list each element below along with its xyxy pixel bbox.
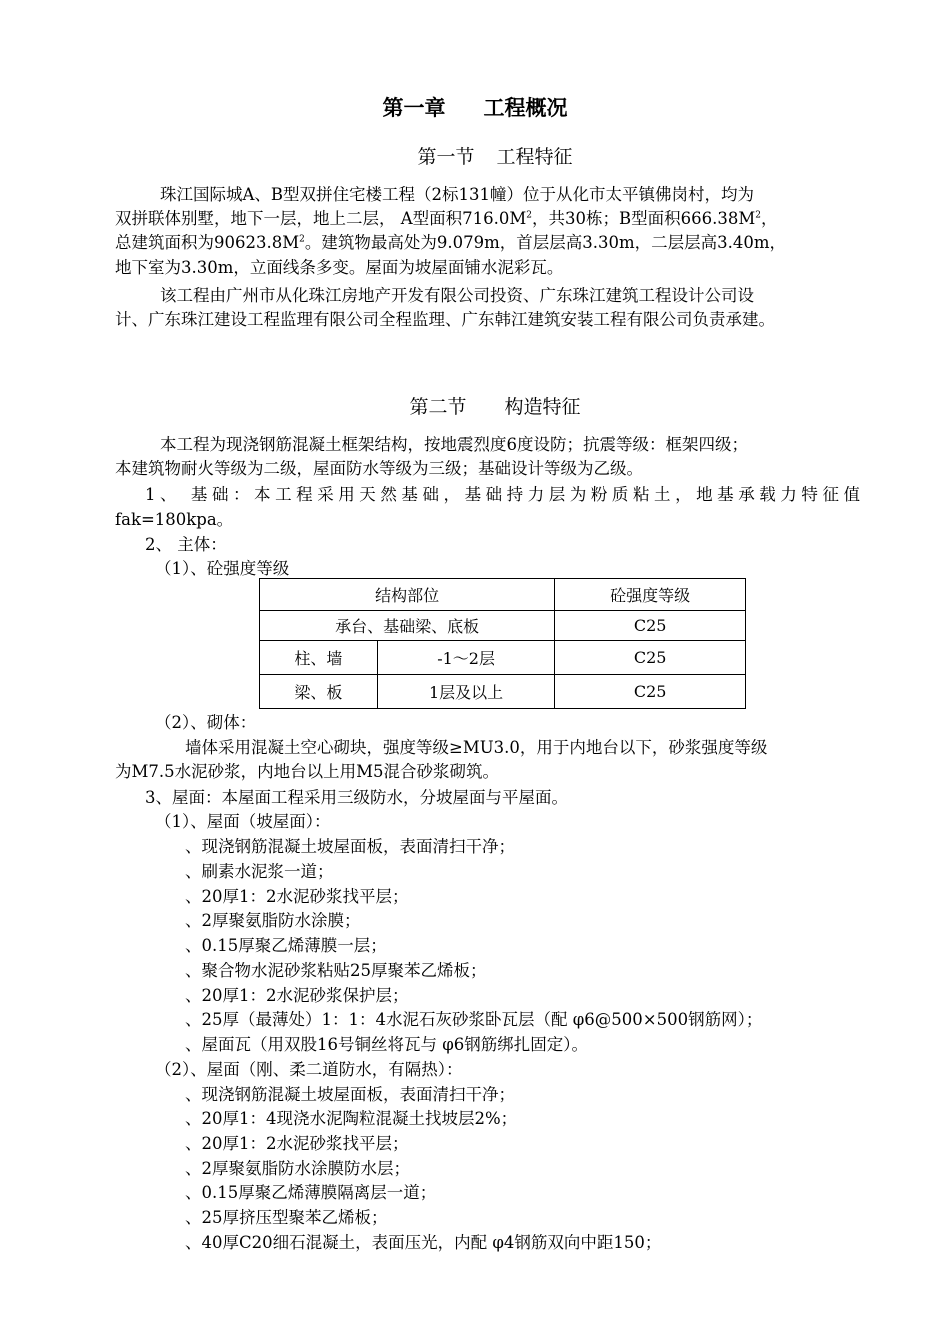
paragraph-line: 1、 基础：本工程采用天然基础，基础持力层为粉质粘土，地基承载力特征值 <box>145 485 860 504</box>
paragraph-line: 双拼联体别墅，地下一层，地上二层， A型面积$716.0M^2$，共30栋；B型面积$666.38M^2$， <box>115 209 778 228</box>
subheading: （2）、屋面（刚、柔二道防水，有隔热）： <box>155 1060 463 1079</box>
table-header-row <box>260 579 746 611</box>
table-cell: -1～2层 <box>377 641 555 675</box>
list-item: 、0.15厚聚乙烯薄膜隔离层一道； <box>185 1183 437 1202</box>
paragraph-line: 总建筑面积为$90623.8M^2$。建筑物最高处为9.079m，首层层高3.30m，二层层高3.40m， <box>115 233 787 252</box>
section-1-name: 工程特征 <box>496 146 573 168</box>
list-item: 、20厚1：2水泥砂浆找平层； <box>185 887 409 906</box>
paragraph-line: 珠江国际城A、B型双拼住宅楼工程（2标131幢）位于从化市太平镇佛岗村，均为 <box>160 185 755 204</box>
list-item: 、20厚1：2水泥砂浆保护层； <box>185 986 409 1005</box>
table-header-cell: 结构部位 <box>260 579 555 611</box>
table-row <box>260 641 746 675</box>
list-item: 、2厚聚氨脂防水涂膜； <box>185 911 361 930</box>
paragraph-line: 墙体采用混凝土空心砌块，强度等级≥MU3.0，用于内地台以下，砂浆强度等级 <box>185 738 768 757</box>
list-item: 、20厚1：2水泥砂浆找平层； <box>185 1134 409 1153</box>
chapter-title <box>0 94 950 122</box>
section-1-number: 第一节 <box>417 146 475 168</box>
table-cell: 承台、基础梁、底板 <box>260 611 555 641</box>
section-2-number: 第二节 <box>409 396 467 418</box>
section-1-title <box>0 143 950 171</box>
subheading: （1）、砼强度等级 <box>155 559 290 578</box>
paragraph-line: fak=180kpa。 <box>115 510 234 529</box>
chapter-name: 工程概况 <box>483 96 568 120</box>
list-item: 、25厚（最薄处）1：1：4水泥石灰砂浆卧瓦层（配 φ6@500×500钢筋网）； <box>185 1010 763 1029</box>
concrete-grade-table <box>259 578 746 709</box>
list-item: 、现浇钢筋混凝土坡屋面板，表面清扫干净； <box>185 837 515 856</box>
chapter-number: 第一章 <box>382 96 446 120</box>
section-2-title <box>0 393 950 421</box>
paragraph-line: 本建筑物耐火等级为二级，屋面防水等级为三级；基础设计等级为乙级。 <box>115 459 643 478</box>
table-cell: 柱、墙 <box>260 641 378 675</box>
list-item: 、0.15厚聚乙烯薄膜一层； <box>185 936 387 955</box>
paragraph-line: 地下室为3.30m，立面线条多变。屋面为坡屋面铺水泥彩瓦。 <box>115 258 564 277</box>
list-item: 、聚合物水泥砂浆粘贴25厚聚苯乙烯板； <box>185 961 487 980</box>
list-item: 、现浇钢筋混凝土坡屋面板，表面清扫干净； <box>185 1085 515 1104</box>
paragraph-line: 2、 主体： <box>145 535 227 554</box>
subheading: （1）、屋面（坡屋面）： <box>155 812 331 831</box>
paragraph-line: 3、屋面：本屋面工程采用三级防水，分坡屋面与平屋面。 <box>145 788 568 807</box>
table-cell: C25 <box>555 641 746 675</box>
paragraph-line: 本工程为现浇钢筋混凝土框架结构，按地震烈度6度设防；抗震等级：框架四级； <box>160 435 748 454</box>
table-row <box>260 675 746 709</box>
table-cell: C25 <box>555 611 746 641</box>
list-item: 、刷素水泥浆一道； <box>185 862 334 881</box>
table-cell: 梁、板 <box>260 675 378 709</box>
section-2-name: 构造特征 <box>504 396 581 418</box>
list-item: 、40厚C20细石混凝土，表面压光，内配 φ4钢筋双向中距150； <box>185 1233 662 1252</box>
subheading: （2）、砌体： <box>155 713 257 732</box>
list-item: 、25厚挤压型聚苯乙烯板； <box>185 1208 388 1227</box>
table-row <box>260 611 746 641</box>
paragraph-line: 为M7.5水泥砂浆，内地台以上用M5混合砂浆砌筑。 <box>115 762 500 781</box>
table-cell: C25 <box>555 675 746 709</box>
table-cell: 1层及以上 <box>377 675 555 709</box>
list-item: 、屋面瓦（用双股16号铜丝将瓦与 φ6钢筋绑扎固定）。 <box>185 1035 589 1054</box>
paragraph-line: 该工程由广州市从化珠江房地产开发有限公司投资、广东珠江建筑工程设计公司设 <box>160 286 754 305</box>
list-item: 、20厚1：4现浇水泥陶粒混凝土找坡层2%； <box>185 1109 518 1128</box>
table-header-cell: 砼强度等级 <box>555 579 746 611</box>
list-item: 、2厚聚氨脂防水涂膜防水层； <box>185 1159 410 1178</box>
paragraph-line: 计、广东珠江建设工程监理有限公司全程监理、广东韩江建筑安装工程有限公司负责承建。 <box>115 310 775 329</box>
